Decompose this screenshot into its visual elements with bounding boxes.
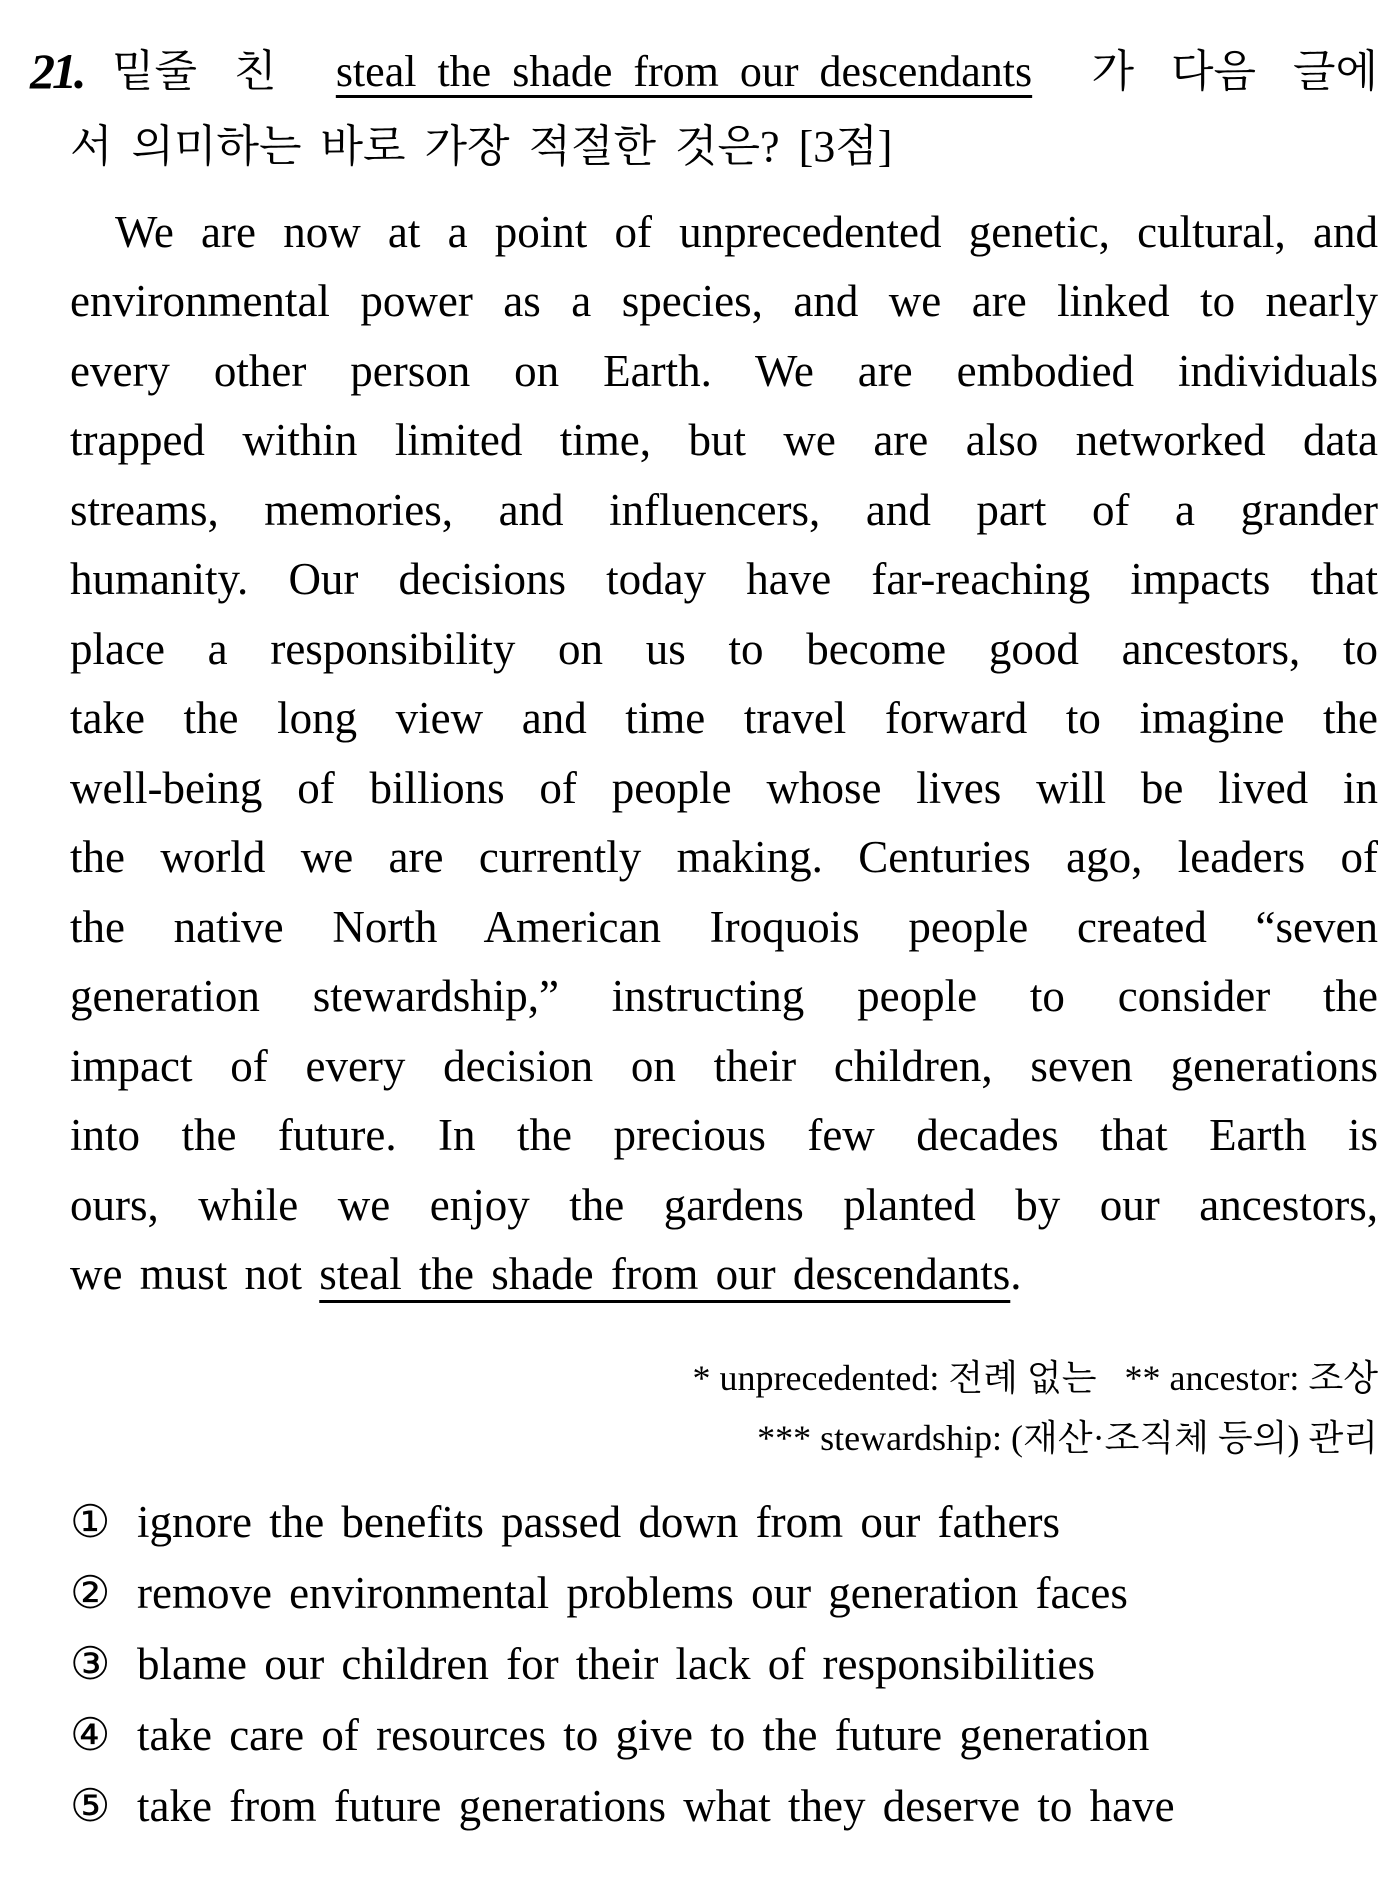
choice-marker: ⑤ <box>70 1781 111 1831</box>
passage-last-line-before: we must not <box>70 1249 320 1299</box>
answer-choice-1[interactable] <box>70 1497 1060 1547</box>
passage-line: humanity. Our decisions today have far-reaching impacts that <box>70 554 1378 604</box>
choice-text: blame our children for their lack of responsibilities <box>137 1639 1095 1689</box>
choice-marker: ① <box>70 1497 111 1547</box>
passage-line: the native North American Iroquois people created “seven <box>70 902 1378 952</box>
question-prompt-line-1 <box>112 47 1378 96</box>
choice-marker: ② <box>70 1568 111 1618</box>
passage-last-line-after: . <box>1010 1249 1022 1299</box>
footnote-line-1 <box>693 1360 1379 1396</box>
answer-choice-2[interactable] <box>70 1568 1128 1618</box>
choice-text: ignore the benefits passed down from our fathers <box>137 1497 1060 1547</box>
answer-choice-4[interactable] <box>70 1710 1150 1760</box>
choice-text: take from future generations what they deserve to have <box>137 1781 1175 1831</box>
passage-line: into the future. In the precious few decades that Earth is <box>70 1110 1378 1160</box>
question-prompt-before: 밑줄 친 <box>112 47 277 96</box>
choice-marker: ④ <box>70 1710 111 1760</box>
passage-last-line <box>70 1249 1378 1304</box>
passage-line: streams, memories, and influencers, and part of a grander <box>70 485 1378 535</box>
passage-line: the world we are currently making. Centuries ago, leaders of <box>70 832 1378 882</box>
question-prompt-line-2: 서 의미하는 바로 가장 적절한 것은? [3점] <box>70 122 893 171</box>
passage-line: ours, while we enjoy the gardens planted by our ancestors, <box>70 1180 1378 1230</box>
question-prompt-underlined-phrase: steal the shade from our descendants <box>335 47 1033 96</box>
passage-line: trapped within limited time, but we are also networked data <box>70 415 1378 465</box>
passage-line: well-being of billions of people whose lives will be lived in <box>70 763 1378 813</box>
passage-line: place a responsibility on us to become good ancestors, to <box>70 624 1378 674</box>
choice-marker: ③ <box>70 1639 111 1689</box>
passage-line: generation stewardship,” instructing people to consider the <box>70 971 1378 1021</box>
passage-line: every other person on Earth. We are embodied individuals <box>70 346 1378 396</box>
passage-line: impact of every decision on their children, seven generations <box>70 1041 1378 1091</box>
passage-line: take the long view and time travel forward to imagine the <box>70 693 1378 743</box>
passage-line: environmental power as a species, and we are linked to nearly <box>70 276 1378 326</box>
choice-text: take care of resources to give to the future generation <box>137 1710 1150 1760</box>
choice-text: remove environmental problems our generation faces <box>137 1568 1128 1618</box>
answer-choice-5[interactable] <box>70 1781 1175 1831</box>
answer-choice-3[interactable] <box>70 1639 1095 1689</box>
passage-underlined-phrase: steal the shade from our descendants <box>319 1249 1011 1299</box>
passage-line: We are now at a point of unprecedented genetic, cultural, and <box>115 207 1378 257</box>
footnote-unprecedented: * unprecedented: 전례 없는 <box>692 1358 1097 1398</box>
footnote-stewardship: *** stewardship: (재산·조직체 등의) 관리 <box>757 1418 1378 1458</box>
question-prompt-after: 가 다음 글에 <box>1091 47 1378 96</box>
footnote-line-2 <box>757 1420 1378 1456</box>
footnote-ancestor: ** ancestor: 조상 <box>1124 1358 1378 1398</box>
question-number: 21. <box>30 43 84 99</box>
